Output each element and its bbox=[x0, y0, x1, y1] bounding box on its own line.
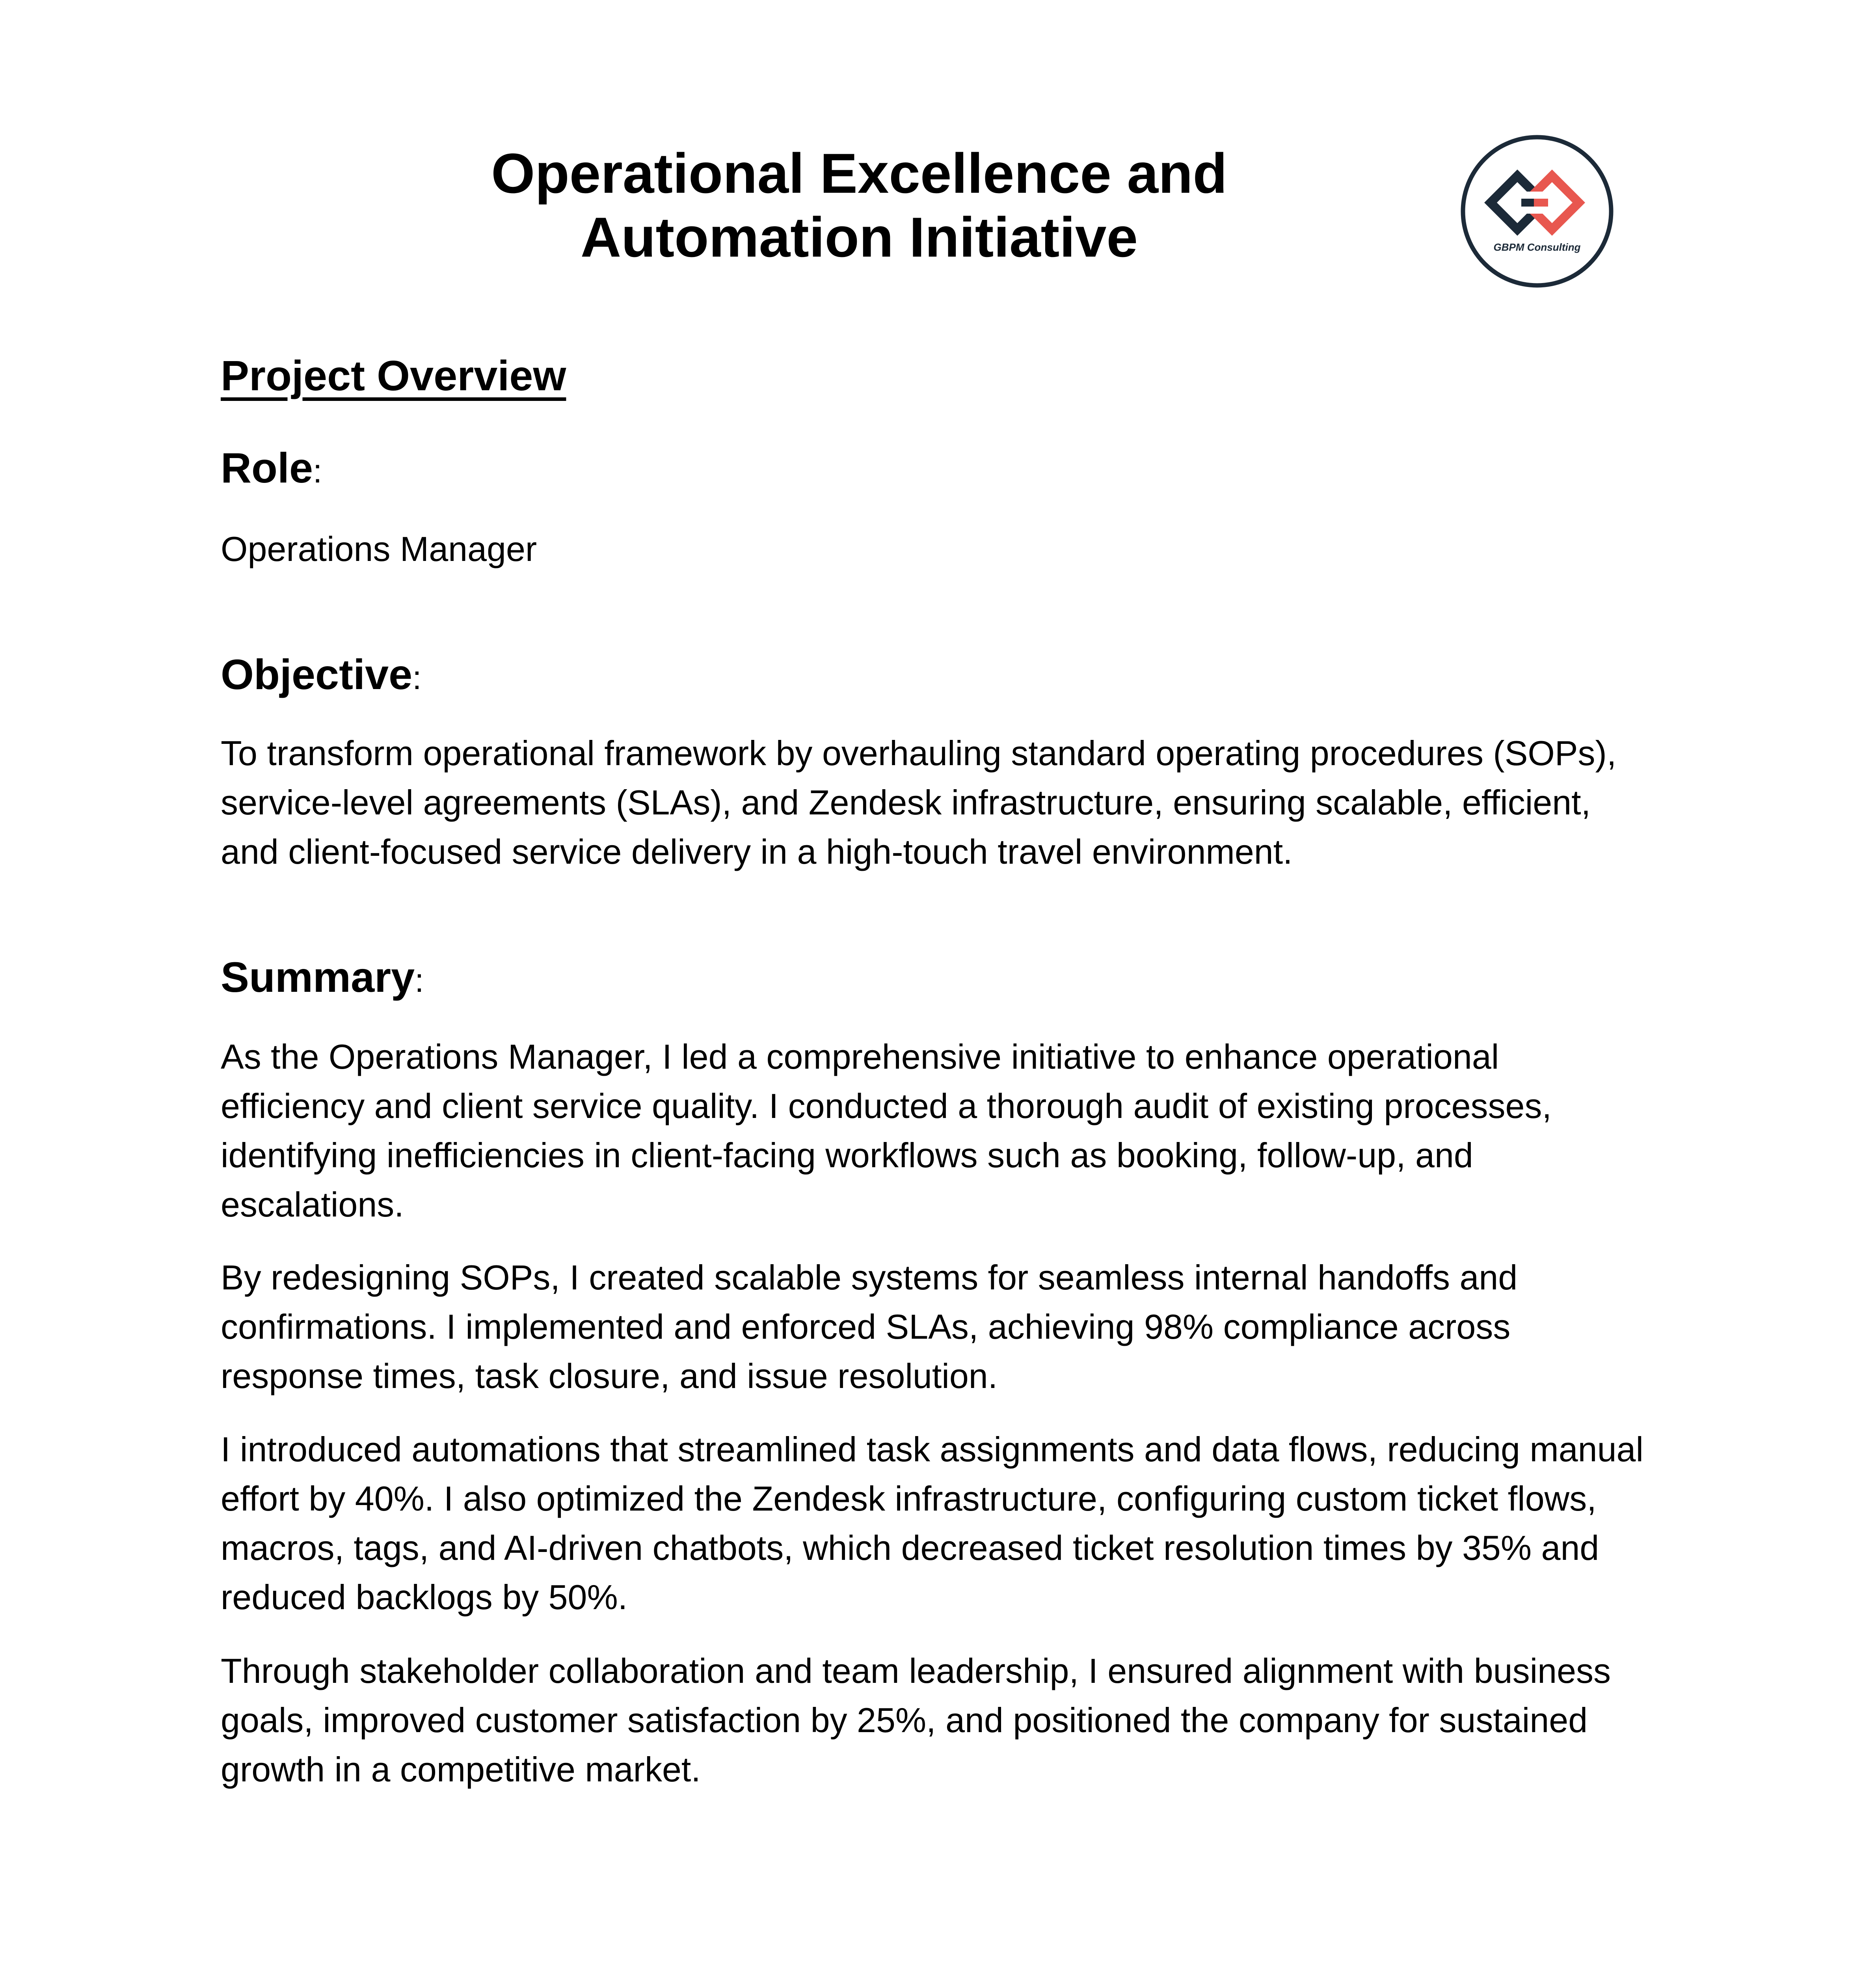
objective-colon: : bbox=[412, 659, 422, 696]
role-heading bbox=[221, 442, 322, 497]
summary-paragraph: Through stakeholder collaboration and team leadership, I ensured alignment with business goals, improved customer satisfaction by 25%, and positioned the company for sustained growth in a competitive market. bbox=[221, 1651, 1611, 1789]
gbpm-consulting-logo bbox=[1458, 132, 1616, 290]
objective-label: Objective bbox=[221, 650, 413, 698]
objective-text: To transform operational framework by overhauling standard operating procedures (SOPs), service-level agreements (SLAs), and Zendesk infrastructure, ensuring scalable, efficient, and client-focused service delivery in a high-touch travel environment. bbox=[221, 734, 1617, 871]
role-colon: : bbox=[313, 453, 322, 490]
role-value: Operations Manager bbox=[221, 529, 537, 568]
summary-heading bbox=[221, 952, 424, 1006]
summary-paragraph: As the Operations Manager, I led a comprehensive initiative to enhance operational efficiency and client service quality. I conducted a thorough audit of existing processes, identifying inefficiencies in client-facing workflows such as booking, follow-up, and escalations. bbox=[221, 1037, 1552, 1224]
role-label: Role bbox=[221, 444, 313, 492]
document-title: Operational Excellence and Automation Initiative bbox=[491, 142, 1227, 269]
summary-label: Summary bbox=[221, 953, 415, 1001]
project-overview-heading: Project Overview bbox=[221, 352, 566, 399]
summary-paragraph: By redesigning SOPs, I created scalable systems for seamless internal handoffs and confirmations. I implemented and enforced SLAs, achieving 98% compliance across response times, task closure, and issue resolution. bbox=[221, 1258, 1518, 1395]
logo-text: GBPM Consulting bbox=[1493, 241, 1581, 253]
summary-colon: : bbox=[415, 962, 424, 999]
objective-heading bbox=[221, 649, 422, 703]
summary-paragraph: I introduced automations that streamlined task assignments and data flows, reducing manual effort by 40%. I also optimized the Zendesk infrastructure, configuring custom ticket flows, macros, tags, and AI-driven chatbots, which decreased ticket resolution times by 35% and reduced backlogs by 50%. bbox=[221, 1430, 1644, 1617]
